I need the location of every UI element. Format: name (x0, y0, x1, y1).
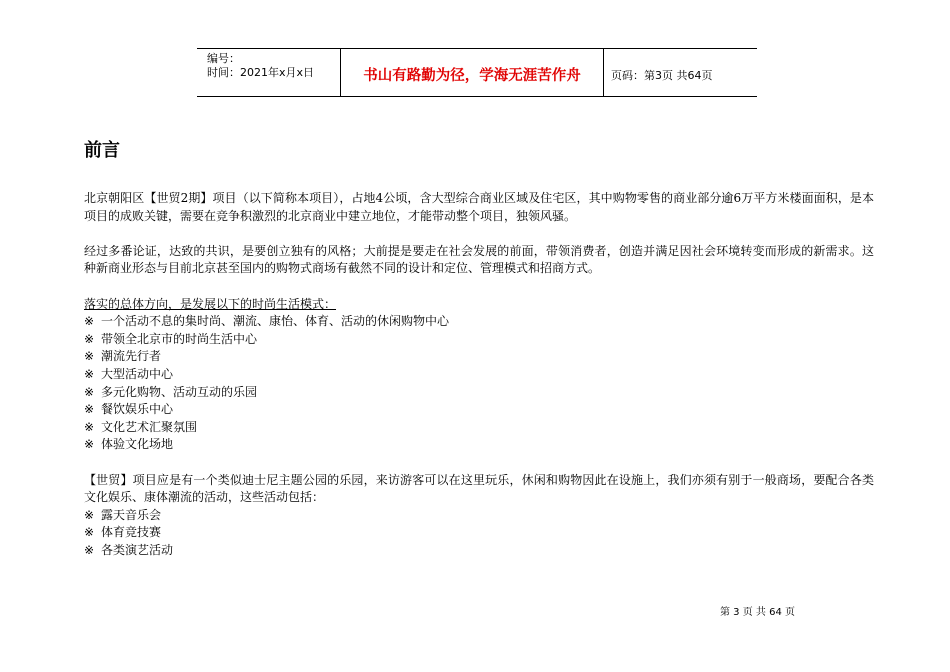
activity-list (84, 507, 874, 560)
reference-mark-icon: ※ (84, 384, 95, 399)
intro-paragraph: 北京朝阳区【世贸2期】项目（以下简称本项目），占地4公顷，含大型综合商业区域及住宅区，其中购物零售的商业部分逾6万平方米楼面面积，是本项目的成败关键，需要在竞争积激烈的北京商业中建立地位，才能带动整个项目，独领风骚。 (84, 191, 874, 223)
header-time: 时间：2021年x月x日 (207, 66, 315, 79)
list-item-text: 露天音乐会 (101, 507, 162, 522)
list-item (84, 524, 874, 542)
header-meta (207, 52, 314, 80)
list-item (84, 313, 874, 331)
list-item (84, 542, 874, 560)
list-item (84, 331, 874, 349)
direction-list (84, 313, 874, 454)
list-item-text: 一个活动不息的集时尚、潮流、康怡、体育、活动的休闲购物中心 (101, 314, 450, 329)
list-item-text: 潮流先行者 (101, 349, 162, 364)
reference-mark-icon: ※ (84, 507, 95, 522)
page-title: 前言 (84, 140, 120, 161)
list-item (84, 384, 874, 402)
page-footer: 第 3 页 共 64 页 (720, 607, 795, 618)
list-item-text: 体验文化场地 (101, 437, 174, 452)
list-item-text: 带领全北京市的时尚生活中心 (101, 331, 258, 346)
reference-mark-icon: ※ (84, 331, 95, 346)
list-item (84, 419, 874, 437)
page-header (197, 48, 757, 97)
consensus-paragraph: 经过多番论证，达致的共识，是要创立独有的风格；大前提是要走在社会发展的前面，带领消费者，创造并满足因社会环境转变而形成的新需求。这种新商业形态与目前北京甚至国内的购物式商场有截然不同的设计和定位、管理模式和招商方式。 (84, 243, 874, 276)
reference-mark-icon: ※ (84, 314, 95, 329)
reference-mark-icon: ※ (84, 542, 95, 557)
list-item-text: 餐饮娱乐中心 (101, 402, 174, 417)
list-item (84, 401, 874, 419)
reference-mark-icon: ※ (84, 349, 95, 364)
reference-mark-icon: ※ (84, 366, 95, 381)
list-item-text: 大型活动中心 (101, 366, 174, 381)
list-item (84, 436, 874, 454)
list-item (84, 507, 874, 525)
direction-heading-text: 落实的总体方向，是发展以下的时尚生活模式： (84, 296, 337, 311)
list-item-text: 多元化购物、活动互动的乐园 (101, 384, 258, 399)
document-body (84, 190, 874, 559)
reference-mark-icon: ※ (84, 525, 95, 540)
list-item-text: 各类演艺活动 (101, 542, 174, 557)
list-item-text: 文化艺术汇聚氛围 (101, 419, 198, 434)
header-motto: 书山有路勤为径，学海无涯苦作舟 (363, 68, 581, 84)
reference-mark-icon: ※ (84, 402, 95, 417)
header-divider (603, 49, 604, 96)
direction-heading (84, 296, 874, 314)
header-number: 编号： (207, 52, 240, 65)
reference-mark-icon: ※ (84, 437, 95, 452)
header-page-number: 页码：第3页 共64页 (611, 69, 713, 82)
list-item (84, 366, 874, 384)
park-paragraph: 【世贸】项目应是有一个类似迪士尼主题公园的乐园，来访游客可以在这里玩乐，休闲和购物因此在设施上，我们亦须有别于一般商场，要配合各类文化娱乐、康体潮流的活动，这些活动包括： (84, 472, 874, 505)
reference-mark-icon: ※ (84, 419, 95, 434)
list-item (84, 348, 874, 366)
list-item-text: 体育竞技赛 (101, 525, 162, 540)
